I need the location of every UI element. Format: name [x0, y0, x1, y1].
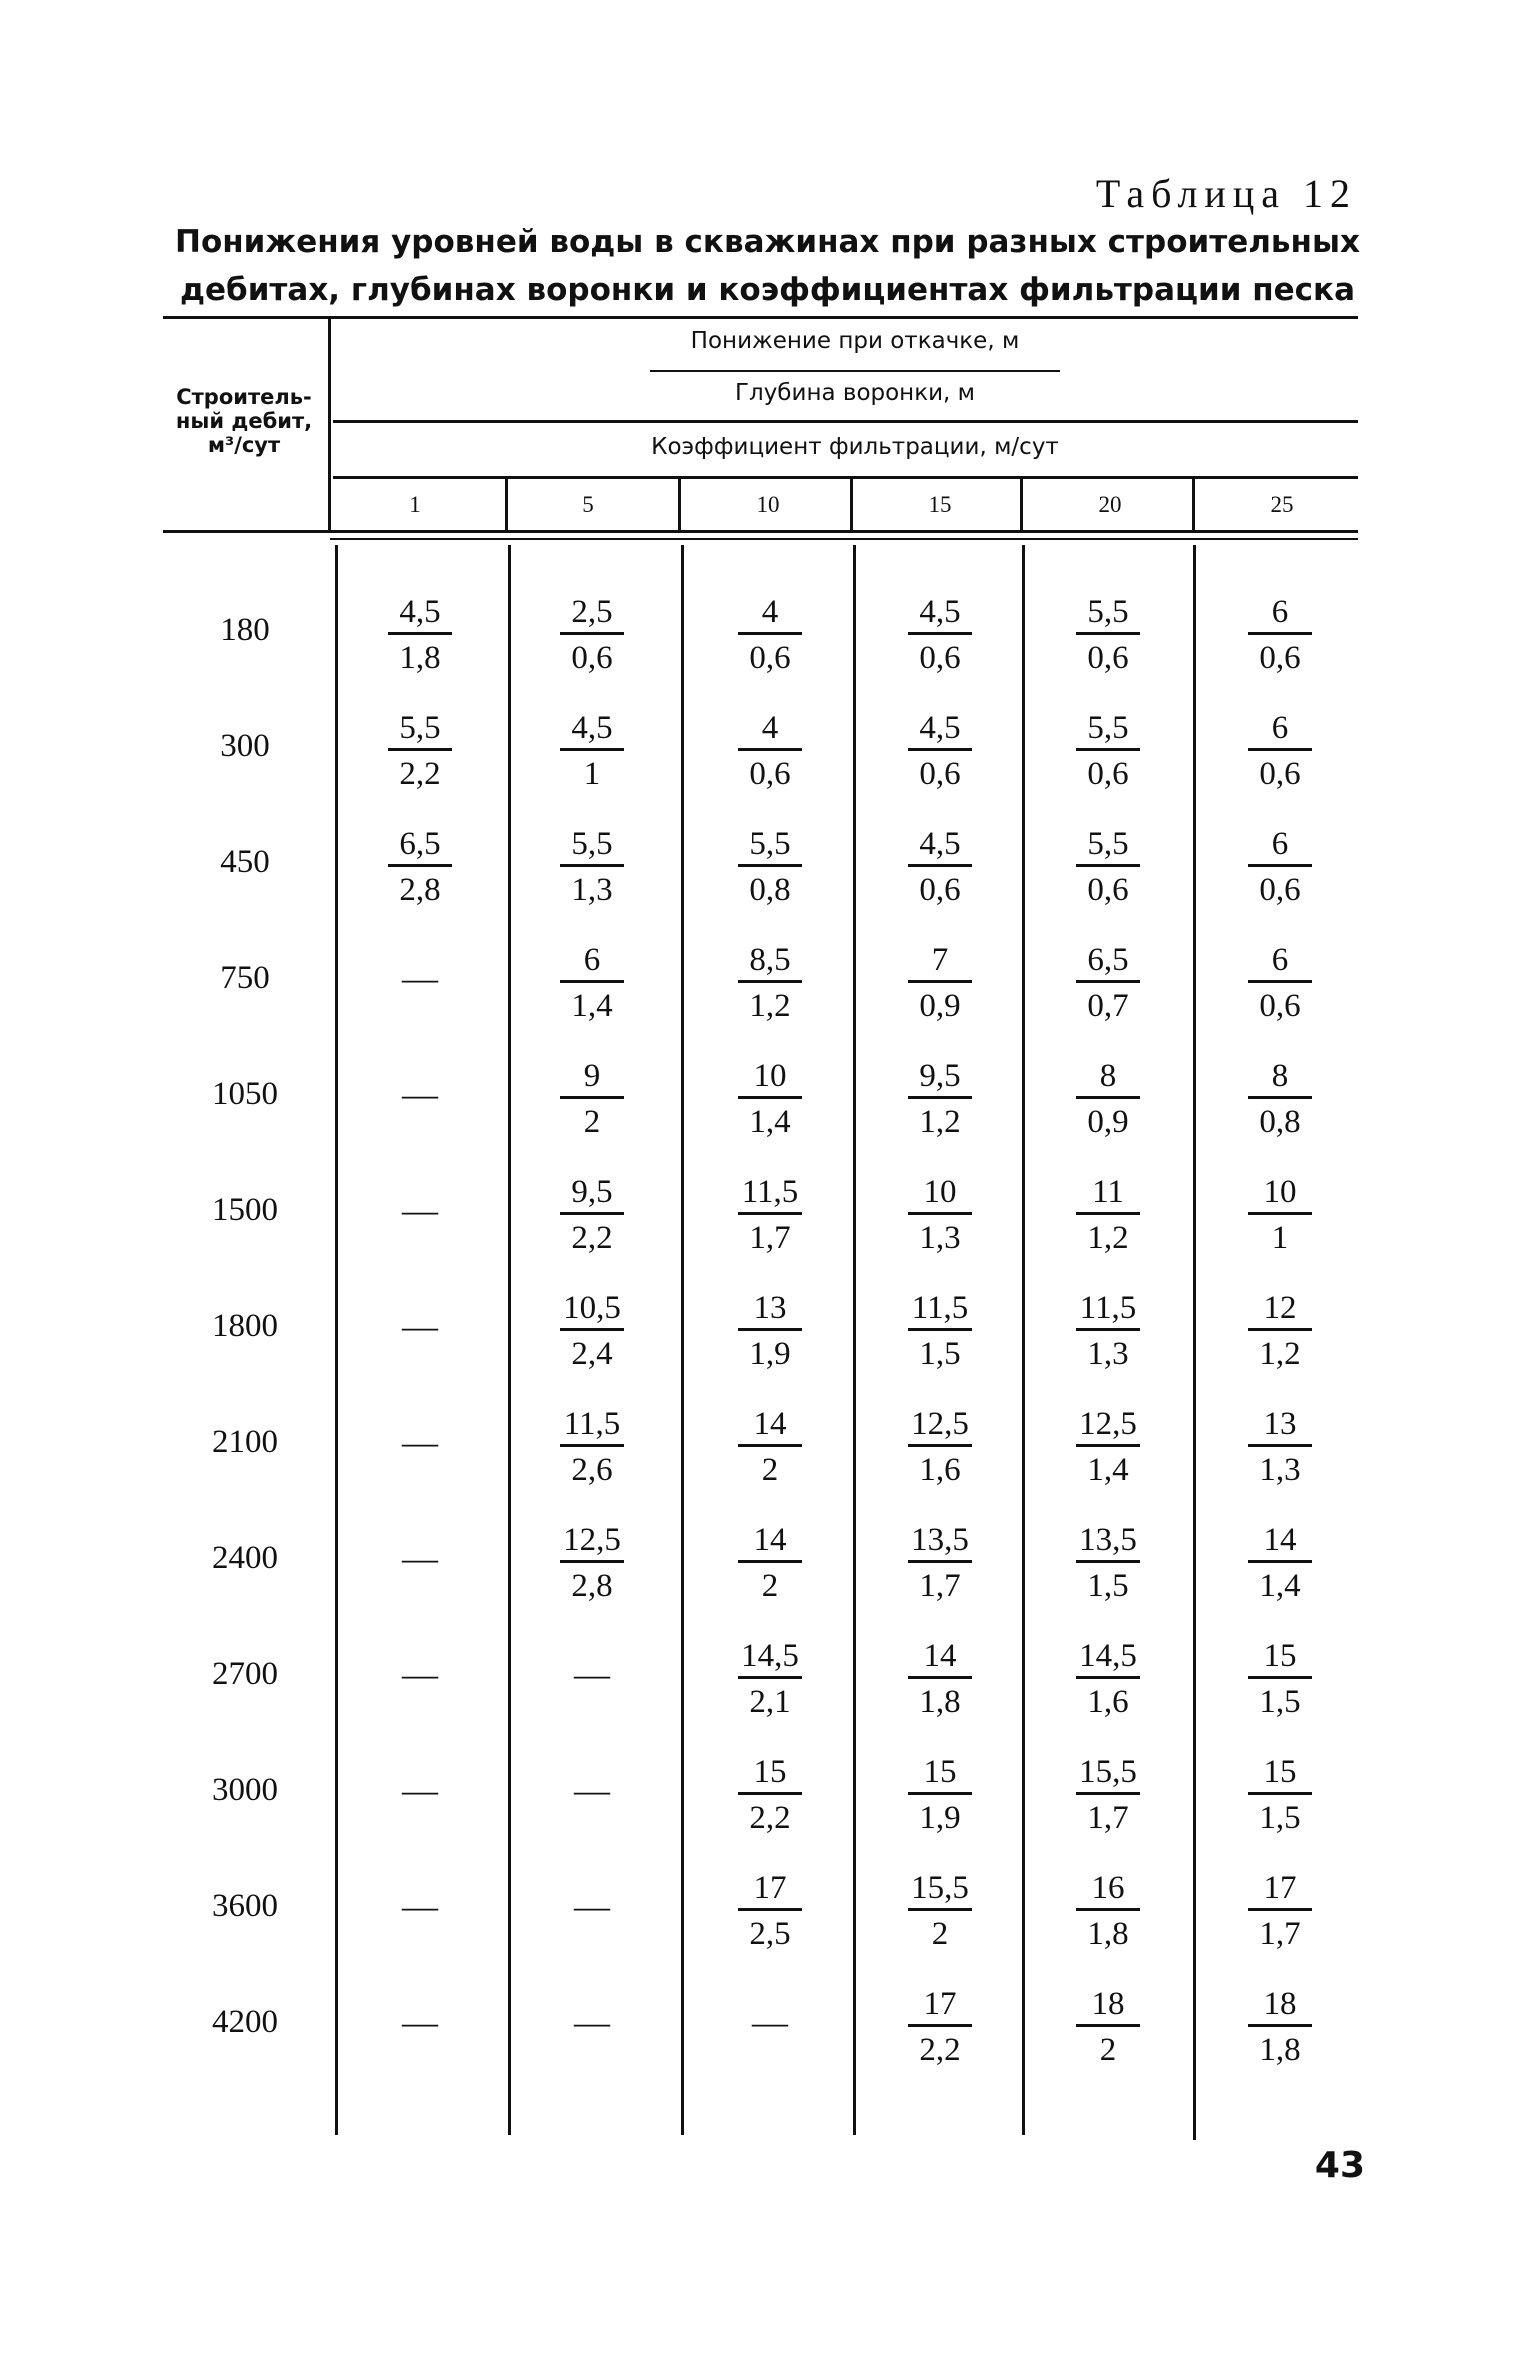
depth-value: 0,6: [919, 640, 961, 676]
drawdown-value: 10: [738, 1056, 802, 1099]
depth-value: 1,2: [1259, 1336, 1301, 1372]
stub-header-line: ный дебит,: [175, 409, 313, 433]
depth-value: 0,6: [1259, 756, 1301, 792]
empty-dash: —: [574, 1886, 610, 1926]
drawdown-value: 12,5: [1076, 1404, 1140, 1447]
empty-dash: —: [752, 2002, 788, 2042]
drawdown-value: 11,5: [738, 1172, 802, 1215]
row-debit-label: 1500: [212, 1192, 278, 1228]
depth-value: 1,3: [1259, 1452, 1301, 1488]
drawdown-value: 15,5: [908, 1868, 972, 1911]
depth-value: 1,4: [1087, 1452, 1129, 1488]
drawdown-value: 4,5: [908, 592, 972, 635]
depth-value: 1,2: [1087, 1220, 1129, 1256]
drawdown-value: 4,5: [908, 824, 972, 867]
depth-value: 1,4: [1259, 1568, 1301, 1604]
depth-value: 2,2: [919, 2032, 961, 2068]
drawdown-value: 18: [1076, 1984, 1140, 2027]
drawdown-value: 17: [738, 1868, 802, 1911]
row-debit-label: 2400: [212, 1540, 278, 1576]
drawdown-value: 8: [1076, 1056, 1140, 1099]
depth-value: 2: [931, 1916, 949, 1952]
depth-value: 0,6: [749, 640, 791, 676]
table-cell: [360, 1288, 480, 1346]
depth-value: 1,3: [919, 1220, 961, 1256]
drawdown-value: 9: [560, 1056, 624, 1099]
stub-header: [160, 385, 328, 457]
depth-value: 2,2: [571, 1220, 613, 1256]
depth-value: 2,4: [571, 1336, 613, 1372]
drawdown-value: 5,5: [738, 824, 802, 867]
table-cell: [360, 1636, 480, 1694]
row-debit-label: 4200: [212, 2004, 278, 2040]
drawdown-value: 10,5: [560, 1288, 624, 1331]
depth-value: 2,1: [749, 1684, 791, 1720]
depth-value: 2: [761, 1452, 779, 1488]
empty-dash: —: [402, 1654, 438, 1694]
drawdown-value: 14,5: [1076, 1636, 1140, 1679]
depth-value: 0,6: [1259, 640, 1301, 676]
depth-value: 1,5: [1259, 1800, 1301, 1836]
drawdown-value: 2,5: [560, 592, 624, 635]
depth-value: 2: [761, 1568, 779, 1604]
drawdown-value: 12: [1248, 1288, 1312, 1331]
drawdown-value: 6,5: [1076, 940, 1140, 983]
drawdown-value: 17: [908, 1984, 972, 2027]
drawdown-value: 9,5: [560, 1172, 624, 1215]
coefficient-label: 15: [928, 492, 952, 517]
depth-value: 2,8: [571, 1568, 613, 1604]
drawdown-value: 15: [908, 1752, 972, 1795]
depth-value: 1: [1271, 1220, 1289, 1256]
rule-body-col: [1193, 545, 1196, 2140]
rule-body-col: [853, 545, 856, 2135]
empty-dash: —: [402, 1886, 438, 1926]
table-cell: [360, 940, 480, 998]
row-debit-label: 3000: [212, 1772, 278, 1808]
depth-value: 1,9: [919, 1800, 961, 1836]
depth-value: 0,6: [1259, 988, 1301, 1024]
depth-value: 2,2: [399, 756, 441, 792]
depth-value: 1,2: [749, 988, 791, 1024]
drawdown-value: 15: [1248, 1636, 1312, 1679]
drawdown-value: 15,5: [1076, 1752, 1140, 1795]
depth-value: 0,6: [919, 872, 961, 908]
depth-value: 2,2: [749, 1800, 791, 1836]
drawdown-value: 14: [738, 1520, 802, 1563]
table-cell: [360, 1868, 480, 1926]
depth-value: 0,6: [1087, 640, 1129, 676]
depth-value: 1,8: [919, 1684, 961, 1720]
depth-value: 1,3: [571, 872, 613, 908]
drawdown-value: 13: [1248, 1404, 1312, 1447]
depth-value: 1,4: [571, 988, 613, 1024]
depth-value: 1,4: [749, 1104, 791, 1140]
coefficient-label: 10: [756, 492, 780, 517]
depth-value: 2: [583, 1104, 601, 1140]
coefficient-label: 1: [409, 492, 421, 517]
row-debit-label: 2700: [212, 1656, 278, 1692]
drawdown-value: 5,5: [1076, 592, 1140, 635]
depth-value: 2,6: [571, 1452, 613, 1488]
empty-dash: —: [402, 2002, 438, 2042]
empty-dash: —: [402, 1538, 438, 1578]
drawdown-value: 6: [1248, 592, 1312, 635]
drawdown-value: 6: [1248, 708, 1312, 751]
depth-value: 1,5: [1087, 1568, 1129, 1604]
rule-header-col: [850, 478, 853, 530]
coefficient-label: 25: [1270, 492, 1294, 517]
rule-stub-divider: [328, 318, 331, 530]
table-cell: [532, 1752, 652, 1810]
empty-dash: —: [402, 1422, 438, 1462]
depth-value: 1,3: [1087, 1336, 1129, 1372]
table-cell: [532, 1868, 652, 1926]
depth-value: 0,8: [1259, 1104, 1301, 1140]
row-debit-label: 2100: [212, 1424, 278, 1460]
depth-value: 1,8: [1259, 2032, 1301, 2068]
depth-value: 1,8: [1087, 1916, 1129, 1952]
rule-depth: [333, 420, 1358, 423]
drawdown-value: 6,5: [388, 824, 452, 867]
rule-header-col: [1192, 478, 1195, 530]
drawdown-value: 15: [1248, 1752, 1312, 1795]
row-debit-label: 750: [220, 960, 270, 996]
row-debit-label: 1800: [212, 1308, 278, 1344]
drawdown-value: 6: [560, 940, 624, 983]
drawdown-value: 13,5: [908, 1520, 972, 1563]
drawdown-value: 14: [1248, 1520, 1312, 1563]
rule-body-col: [681, 545, 684, 2135]
table-cell: [360, 1520, 480, 1578]
drawdown-value: 9,5: [908, 1056, 972, 1099]
depth-value: 0,6: [919, 756, 961, 792]
table-caption: Понижения уровней воды в скважинах при разных строительных дебитах, глубинах воронки и коэффициентах фильтрации песка: [175, 224, 1360, 308]
empty-dash: —: [574, 1654, 610, 1694]
depth-header: Глубина воронки, м: [734, 380, 976, 406]
empty-dash: —: [402, 1770, 438, 1810]
drawdown-value: 11,5: [560, 1404, 624, 1447]
drawdown-value: 7: [908, 940, 972, 983]
coefficient-header: Коэффициент фильтрации, м/сут: [651, 434, 1059, 460]
table-cell: [360, 1172, 480, 1230]
depth-value: 0,6: [1087, 756, 1129, 792]
drawdown-value: 11,5: [908, 1288, 972, 1331]
drawdown-value: 8: [1248, 1056, 1312, 1099]
depth-value: 0,6: [1087, 872, 1129, 908]
drawdown-value: 10: [908, 1172, 972, 1215]
drawdown-value: 8,5: [738, 940, 802, 983]
drawdown-value: 13,5: [1076, 1520, 1140, 1563]
depth-value: 0,6: [571, 640, 613, 676]
depth-value: 1,7: [919, 1568, 961, 1604]
row-debit-label: 300: [220, 728, 270, 764]
depth-value: 0,8: [749, 872, 791, 908]
drawdown-value: 11,5: [1076, 1288, 1140, 1331]
coefficient-label: 5: [582, 492, 594, 517]
coefficient-label: 20: [1098, 492, 1122, 517]
empty-dash: —: [402, 958, 438, 998]
drawdown-value: 4,5: [560, 708, 624, 751]
depth-value: 1,6: [919, 1452, 961, 1488]
drawdown-value: 17: [1248, 1868, 1312, 1911]
table-cell: [532, 1636, 652, 1694]
empty-dash: —: [574, 2002, 610, 2042]
depth-value: 1,6: [1087, 1684, 1129, 1720]
drawdown-value: 5,5: [388, 708, 452, 751]
table-label: Таблица 12: [1095, 171, 1357, 216]
drawdown-value: 12,5: [560, 1520, 624, 1563]
drawdown-header: Понижение при откачке, м: [690, 328, 1020, 354]
depth-value: 1,9: [749, 1336, 791, 1372]
depth-value: 1,7: [1087, 1800, 1129, 1836]
depth-value: 1,7: [749, 1220, 791, 1256]
depth-value: 1,5: [1259, 1684, 1301, 1720]
drawdown-value: 14: [738, 1404, 802, 1447]
depth-value: 1,2: [919, 1104, 961, 1140]
drawdown-value: 5,5: [560, 824, 624, 867]
rule-header-col: [678, 478, 681, 530]
page-number: 43: [1314, 2145, 1365, 2186]
table-cell: [360, 1984, 480, 2042]
drawdown-value: 4: [738, 708, 802, 751]
rule-body-top: [330, 538, 1358, 540]
depth-value: 2: [1099, 2032, 1117, 2068]
depth-value: 0,6: [749, 756, 791, 792]
depth-value: 1: [583, 756, 601, 792]
table-cell: [532, 1984, 652, 2042]
rule-coefficient: [333, 476, 1358, 479]
rule-body-col: [335, 545, 338, 2135]
drawdown-value: 15: [738, 1752, 802, 1795]
stub-header-line: м³/сут: [207, 433, 281, 457]
drawdown-value: 13: [738, 1288, 802, 1331]
depth-value: 0,7: [1087, 988, 1129, 1024]
table-cell: [360, 1056, 480, 1114]
row-debit-label: 3600: [212, 1888, 278, 1924]
depth-value: 1,8: [399, 640, 441, 676]
drawdown-value: 5,5: [1076, 708, 1140, 751]
row-debit-label: 180: [220, 612, 270, 648]
drawdown-value: 11: [1076, 1172, 1140, 1215]
rule-body-col: [508, 545, 511, 2135]
depth-value: 1,7: [1259, 1916, 1301, 1952]
table-cell: [360, 1752, 480, 1810]
depth-value: 0,9: [919, 988, 961, 1024]
rule-top: [163, 316, 1358, 319]
empty-dash: —: [402, 1306, 438, 1346]
drawdown-value: 5,5: [1076, 824, 1140, 867]
depth-value: 2,5: [749, 1916, 791, 1952]
empty-dash: —: [574, 1770, 610, 1810]
row-debit-label: 450: [220, 844, 270, 880]
drawdown-value: 12,5: [908, 1404, 972, 1447]
drawdown-value: 14: [908, 1636, 972, 1679]
drawdown-value: 4: [738, 592, 802, 635]
drawdown-value: 10: [1248, 1172, 1312, 1215]
table-cell: [360, 1404, 480, 1462]
rule-header-bottom: [163, 530, 1358, 533]
rule-header-col: [1020, 478, 1023, 530]
table-cell: [710, 1984, 830, 2042]
empty-dash: —: [402, 1190, 438, 1230]
empty-dash: —: [402, 1074, 438, 1114]
drawdown-value: 6: [1248, 940, 1312, 983]
rule-drawdown: [650, 370, 1060, 372]
drawdown-value: 16: [1076, 1868, 1140, 1911]
drawdown-value: 6: [1248, 824, 1312, 867]
depth-value: 0,6: [1259, 872, 1301, 908]
drawdown-value: 14,5: [738, 1636, 802, 1679]
drawdown-value: 18: [1248, 1984, 1312, 2027]
depth-value: 1,5: [919, 1336, 961, 1372]
stub-header-line: Строитель-: [176, 385, 312, 409]
rule-header-col: [505, 478, 508, 530]
drawdown-value: 4,5: [388, 592, 452, 635]
depth-value: 0,9: [1087, 1104, 1129, 1140]
row-debit-label: 1050: [212, 1076, 278, 1112]
drawdown-value: 4,5: [908, 708, 972, 751]
rule-body-col: [1022, 545, 1025, 2135]
depth-value: 2,8: [399, 872, 441, 908]
